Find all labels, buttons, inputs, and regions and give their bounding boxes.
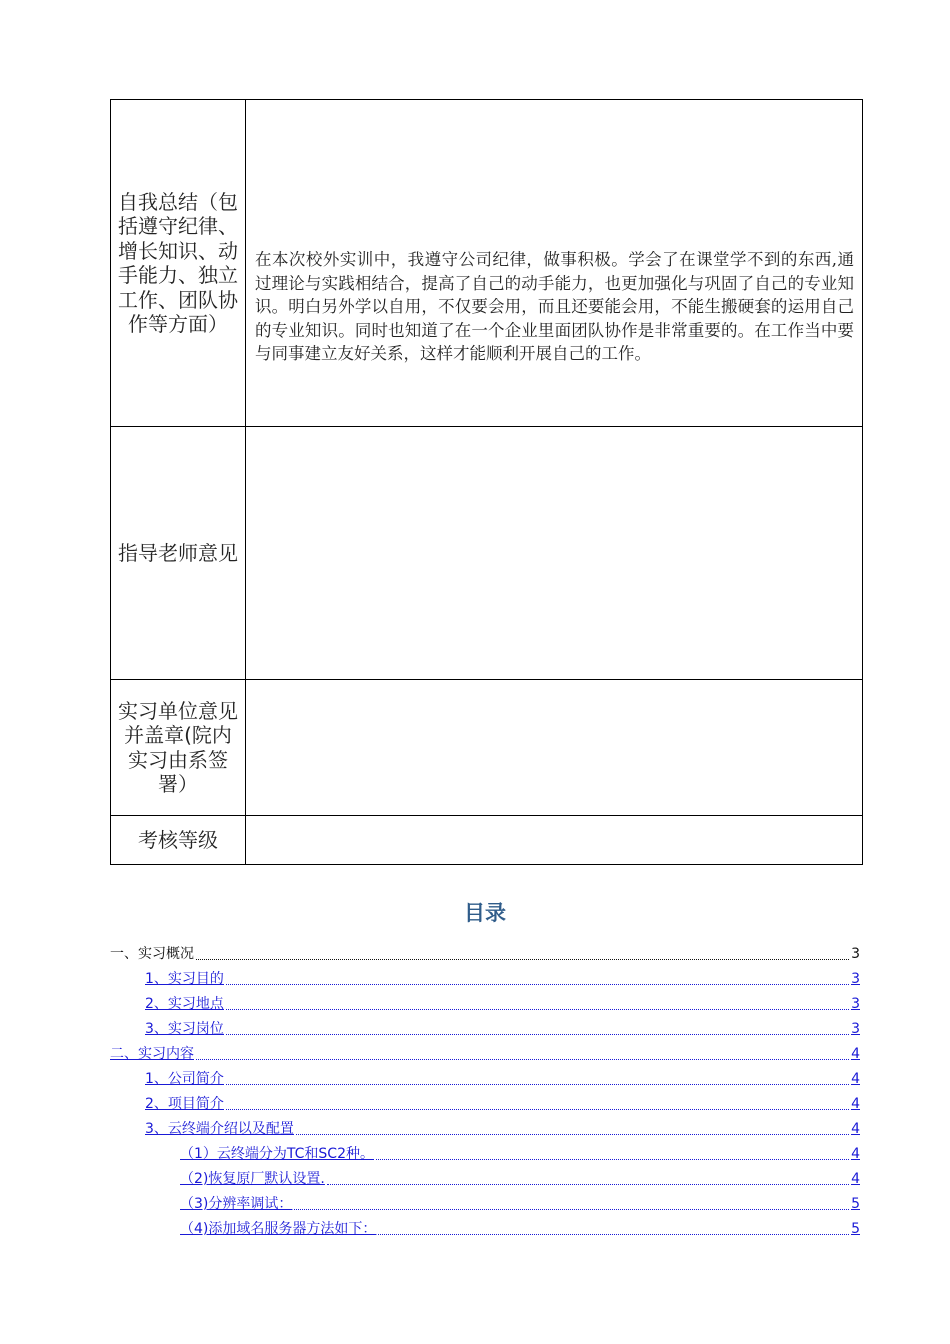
toc-entry-page: 3 [851,1021,860,1037]
self-summary-cell [246,100,863,427]
self-summary-text: 在本次校外实训中，我遵守公司纪律，做事积极。学会了在课堂学不到的东西,通过理论与实践相结合，提高了自己的动手能力，也更加强化与巩固了自己的专业知识。明白另外学以自用，不仅要会用，而且还要能会用，不能生搬硬套的运用自己的专业知识。同时也知道了在一个企业里面团队协作是非常重要的。在工作当中要与同事建立友好关系，这样才能顺利开展自己的工作。 [255,250,854,364]
toc-entry-text: 2、实习地点 [145,996,224,1012]
toc-dot-leader [226,1108,849,1110]
toc-entry[interactable] [110,1088,860,1113]
toc-entry[interactable] [110,1163,860,1188]
toc-entry-text: 3、实习岗位 [145,1021,224,1037]
toc-entry-page: 4 [851,1046,860,1062]
toc-entry-page: 3 [851,996,860,1012]
toc-entry-text: 1、实习目的 [145,971,224,987]
toc-entry[interactable] [110,1138,860,1163]
toc-entry[interactable] [110,1113,860,1138]
toc-title: 目录 [464,901,506,925]
toc-dot-leader [226,1083,849,1085]
toc-entry-text: （3)分辨率调试： [180,1196,293,1212]
toc-entry[interactable] [110,1188,860,1213]
toc-dot-leader [196,958,849,960]
toc-entry-page: 4 [851,1071,860,1087]
toc-entry-text: 1、公司简介 [145,1071,224,1087]
toc-entry-page: 3 [851,971,860,987]
toc-entry-page: 4 [851,1146,860,1162]
toc-dot-leader [294,1208,849,1210]
unit-opinion-label: 实习单位意见并盖章(院内实习由系签署） [111,680,246,816]
row-advisor-opinion [111,427,863,680]
toc-dot-leader [226,983,849,985]
toc-entry[interactable] [110,1013,860,1038]
toc-dot-leader [327,1183,849,1185]
row-grade [111,816,863,865]
toc-entry-page: 4 [851,1121,860,1137]
toc-entry[interactable] [110,963,860,988]
toc-entry-text: （1）云终端分为TC和SC2种。 [180,1146,374,1162]
toc-dot-leader [226,1033,849,1035]
toc-entry-page: 4 [851,1171,860,1187]
unit-opinion-cell [246,680,863,816]
toc-entry-text: 一、实习概况 [110,946,194,962]
toc-dot-leader [378,1233,849,1235]
toc-dot-leader [296,1133,849,1135]
toc-entry-page: 5 [851,1221,860,1237]
toc-entry-text: （2)恢复原厂默认设置. [180,1171,325,1187]
toc-entry-text: 二、实习内容 [110,1046,194,1062]
toc-entry[interactable] [110,1213,860,1238]
toc-entry [110,938,860,963]
self-summary-label: 自我总结（包括遵守纪律、增长知识、动手能力、独立工作、团队协作等方面） [111,100,246,427]
grade-label: 考核等级 [111,816,246,865]
toc-entry-text: 3、云终端介绍以及配置 [145,1121,294,1137]
toc-entry[interactable] [110,1063,860,1088]
toc-list [110,938,860,1238]
toc-entry-page: 5 [851,1196,860,1212]
toc-dot-leader [226,1008,849,1010]
toc-entry-page: 4 [851,1096,860,1112]
table-of-contents [110,898,860,1238]
toc-dot-leader [376,1158,849,1160]
row-unit-opinion [111,680,863,816]
toc-entry-text: 2、项目简介 [145,1096,224,1112]
row-self-summary [111,100,863,427]
toc-dot-leader [196,1058,849,1060]
toc-entry-page: 3 [851,946,860,962]
toc-entry[interactable] [110,988,860,1013]
advisor-opinion-cell [246,427,863,680]
advisor-opinion-label: 指导老师意见 [111,427,246,680]
toc-entry-text: （4)添加域名服务器方法如下： [180,1221,377,1237]
grade-cell [246,816,863,865]
toc-entry[interactable] [110,1038,860,1063]
evaluation-table [110,99,863,865]
